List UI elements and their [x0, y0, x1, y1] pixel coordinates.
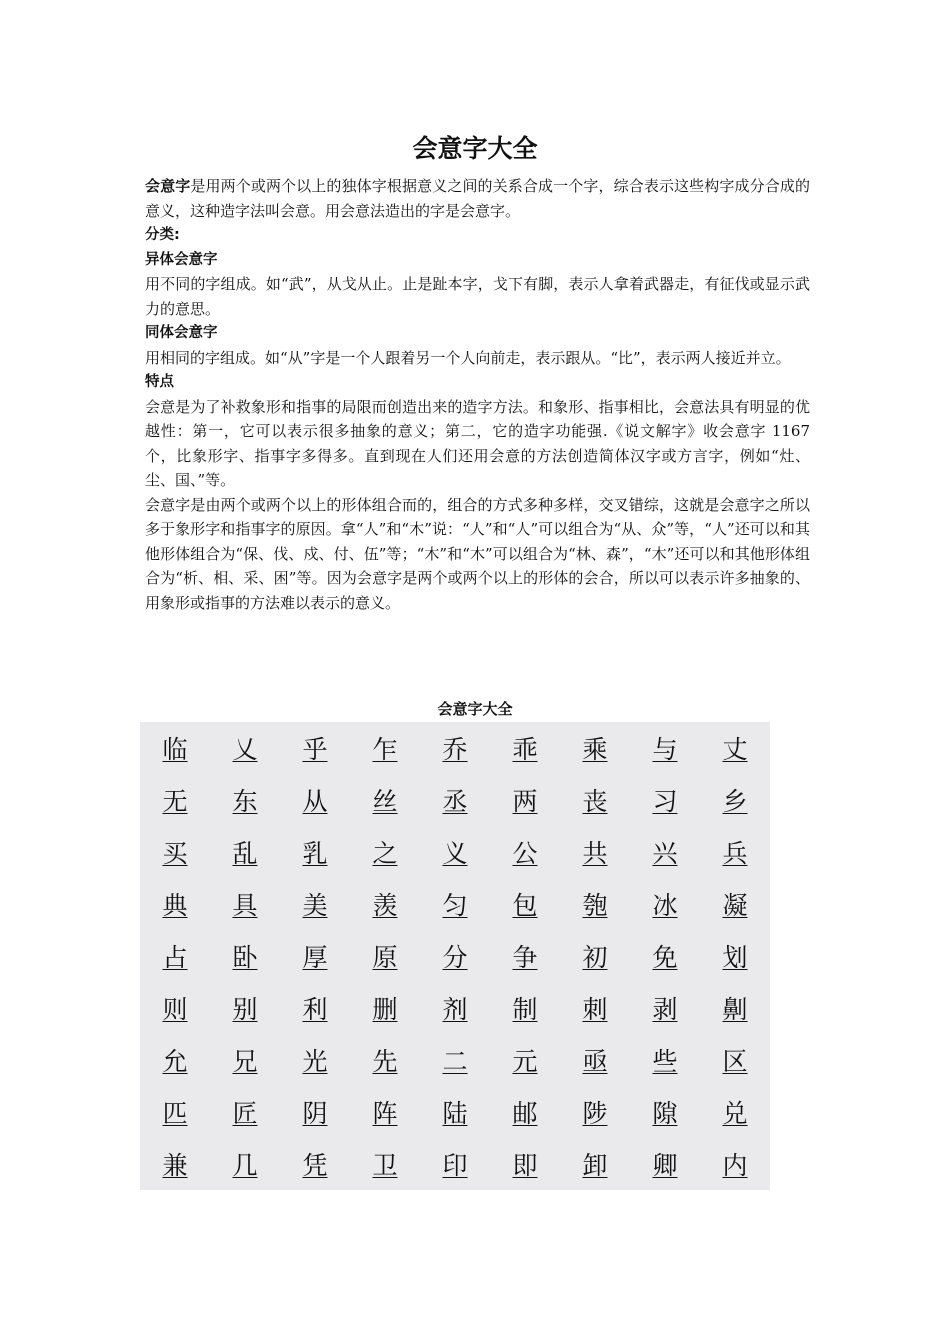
character-link[interactable]: 习 [652, 787, 678, 816]
character-link[interactable]: 剥 [652, 995, 678, 1024]
character-link[interactable]: 兼 [162, 1151, 188, 1180]
character-link[interactable]: 乘 [582, 735, 608, 764]
character-link[interactable]: 义 [442, 839, 468, 868]
character-link[interactable]: 亟 [582, 1047, 608, 1076]
character-link[interactable]: 东 [232, 787, 258, 816]
character-link[interactable]: 买 [162, 839, 188, 868]
character-link[interactable]: 些 [652, 1047, 678, 1076]
character-link[interactable]: 羡 [372, 891, 398, 920]
character-link[interactable]: 划 [722, 943, 748, 972]
character-link[interactable]: 匹 [162, 1099, 188, 1128]
character-link[interactable]: 冰 [652, 891, 678, 920]
table-caption: 会意字大全 [437, 700, 513, 718]
character-link[interactable]: 则 [162, 995, 188, 1024]
character-link[interactable]: 从 [302, 787, 328, 816]
character-link[interactable]: 厚 [302, 943, 328, 972]
character-link[interactable]: 印 [442, 1151, 468, 1180]
character-link[interactable]: 卿 [652, 1151, 678, 1180]
character-link[interactable]: 丞 [442, 787, 468, 816]
character-link[interactable]: 临 [162, 735, 188, 764]
character-link[interactable]: 匏 [582, 891, 608, 920]
section-text-heterogeneous: 用不同的字组成。如“武”，从戈从止。止是趾本字，戈下有脚，表示人拿着武器走，有征伐或显示武力的意思。 [145, 275, 810, 318]
character-link[interactable]: 之 [372, 839, 398, 868]
intro-term: 会意字 [145, 177, 191, 195]
character-link[interactable]: 利 [302, 995, 328, 1024]
character-link[interactable]: 乖 [512, 735, 538, 764]
intro-text: 是用两个或两个以上的独体字根据意义之间的关系合成一个字，综合表示这些构字成分合成的意义，这种造字法叫会意。用会意法造出的字是会意字。 [145, 177, 810, 220]
character-link[interactable]: 陟 [582, 1099, 608, 1128]
character-link[interactable]: 乔 [442, 735, 468, 764]
character-link[interactable]: 乍 [372, 735, 398, 764]
character-link[interactable]: 免 [652, 943, 678, 972]
intro-paragraph [145, 174, 810, 223]
character-link[interactable]: 分 [442, 943, 468, 972]
article-body [145, 174, 810, 615]
character-link[interactable]: 丧 [582, 787, 608, 816]
character-link[interactable]: 丝 [372, 787, 398, 816]
character-link[interactable]: 丈 [722, 735, 748, 764]
character-link[interactable]: 共 [582, 839, 608, 868]
character-link[interactable]: 兴 [652, 839, 678, 868]
character-link[interactable]: 卸 [582, 1151, 608, 1180]
character-link[interactable]: 允 [162, 1047, 188, 1076]
character-link[interactable]: 先 [372, 1047, 398, 1076]
character-link[interactable]: 乎 [302, 735, 328, 764]
character-link[interactable]: 隙 [652, 1099, 678, 1128]
character-link[interactable]: 剂 [442, 995, 468, 1024]
character-link[interactable]: 匀 [442, 891, 468, 920]
character-link[interactable]: 乱 [232, 839, 258, 868]
character-link[interactable]: 光 [302, 1047, 328, 1076]
character-link[interactable]: 二 [442, 1047, 468, 1076]
character-link[interactable]: 兄 [232, 1047, 258, 1076]
page-title: 会意字大全 [412, 134, 538, 163]
character-link[interactable]: 阴 [302, 1099, 328, 1128]
character-table [140, 722, 770, 1190]
features-paragraph-2: 会意字是由两个或两个以上的形体组合而的，组合的方式多种多样，交叉错综，这就是会意字之所以多于象形字和指事字的原因。拿“人”和“木”说：“人”和“人”可以组合为“从、众”等，“人”还可以和其他形体组合为“保、伐、戍、付、伍”等；“木”和“木”可以组合为“林、森”，“木”还可以和其他形体组合为“析、相、采、困”等。因为会意字是两个或两个以上的形体的会合，所以可以表示许多抽象的、用象形或指事的方法难以表示的意义。 [145, 495, 810, 612]
character-link[interactable]: 占 [162, 943, 188, 972]
character-link[interactable]: 兵 [722, 839, 748, 868]
character-link[interactable]: 包 [512, 891, 538, 920]
character-link[interactable]: 内 [722, 1151, 748, 1180]
character-link[interactable]: 卫 [372, 1151, 398, 1180]
character-link[interactable]: 具 [232, 891, 258, 920]
character-link[interactable]: 争 [512, 943, 538, 972]
character-link[interactable]: 劓 [722, 995, 748, 1024]
character-link[interactable]: 无 [162, 787, 188, 816]
character-link[interactable]: 即 [512, 1151, 538, 1180]
character-link[interactable]: 凝 [722, 891, 748, 920]
character-link[interactable]: 乂 [232, 735, 258, 764]
character-link[interactable]: 乳 [302, 839, 328, 868]
character-link[interactable]: 与 [652, 735, 678, 764]
character-link[interactable]: 匠 [232, 1099, 258, 1128]
character-link[interactable]: 兑 [722, 1099, 748, 1128]
character-link[interactable]: 初 [582, 943, 608, 972]
section-heading-heterogeneous: 异体会意字 [145, 251, 218, 268]
section-heading-homogeneous: 同体会意字 [145, 325, 218, 341]
character-link[interactable]: 几 [232, 1151, 258, 1180]
character-link[interactable]: 公 [512, 839, 538, 868]
character-link[interactable]: 美 [302, 891, 328, 920]
character-link[interactable]: 制 [512, 995, 538, 1024]
section-text-homogeneous: 用相同的字组成。如“从”字是一个人跟着另一个人向前走，表示跟从。“比”，表示两人接近并立。 [145, 348, 791, 367]
character-link[interactable]: 原 [372, 943, 398, 972]
character-link[interactable]: 乡 [722, 787, 748, 816]
character-link[interactable]: 陆 [442, 1099, 468, 1128]
character-link[interactable]: 刺 [582, 995, 608, 1024]
character-link[interactable]: 典 [162, 891, 188, 920]
character-link[interactable]: 元 [512, 1047, 538, 1076]
classification-heading: 分类: [145, 227, 180, 243]
features-paragraph-1: 会意是为了补救象形和指事的局限而创造出来的造字方法。和象形、指事相比，会意法具有明显的优越性：第一，它可以表示很多抽象的意义；第二，它的造字功能强.《说文解字》收会意字 1167 个，比象形字、指事字多得多。直到现在人们还用会意的方法创造简体汉字或方言字，例如“灶、尘、国、”等。 [145, 397, 810, 489]
features-heading: 特点 [145, 374, 174, 390]
character-link[interactable]: 阵 [372, 1099, 398, 1128]
character-link[interactable]: 两 [512, 787, 538, 816]
character-link[interactable]: 别 [232, 995, 258, 1024]
character-link[interactable]: 删 [372, 995, 398, 1024]
character-link[interactable]: 卧 [232, 943, 258, 972]
character-link[interactable]: 凭 [302, 1151, 328, 1180]
character-link[interactable]: 区 [722, 1047, 748, 1076]
character-link[interactable]: 邮 [512, 1099, 538, 1128]
